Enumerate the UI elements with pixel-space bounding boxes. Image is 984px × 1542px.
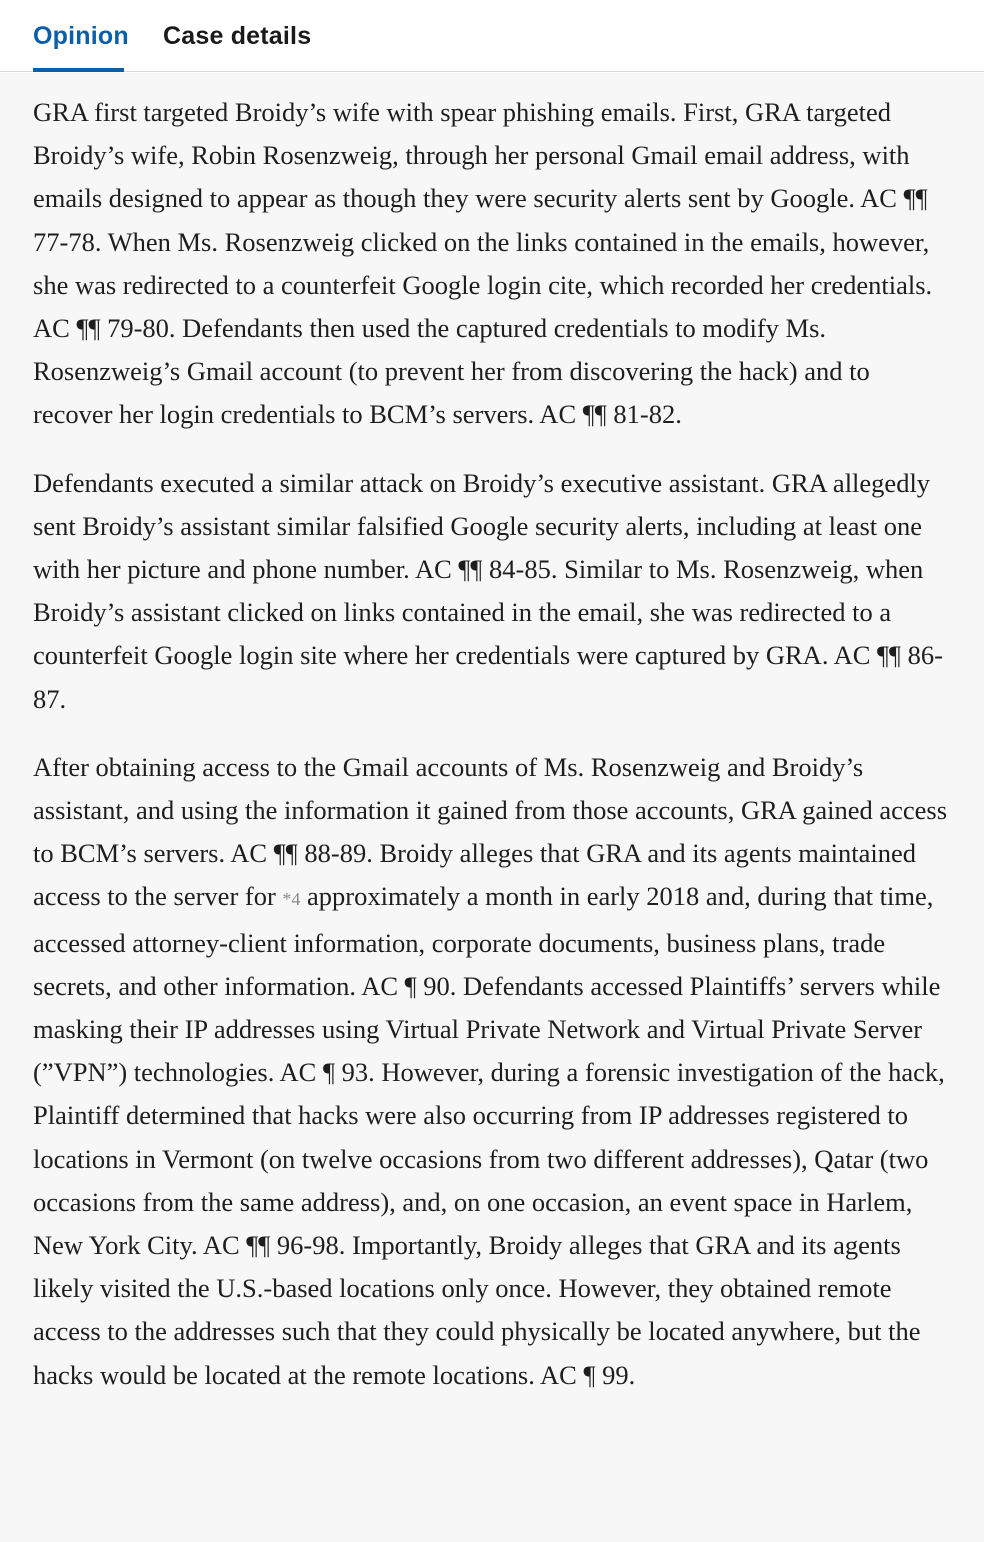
tab-case-details[interactable]: Case details [163, 22, 312, 50]
paragraph-3-text-start: After obtaining access to the Gmail accounts of Ms. Rosenzweig and Broidy’s assistant, and using the information it gained from those accounts, GRA gained access to BCM’s servers. AC ¶¶ 88-89. Broidy alleges that GRA and its agents maintained access to the server for [33, 751, 948, 912]
tab-bar [0, 0, 984, 72]
tab-opinion[interactable]: Opinion [33, 22, 124, 72]
paragraph-2: Defendants executed a similar attack on Broidy’s executive assistant. GRA allegedly sent Broidy’s assistant similar falsified Google security alerts, including at least one with her picture and phone number. AC ¶¶ 84-85. Similar to Ms. Rosenzweig, when Broidy’s assistant clicked on links contained in the email, she was redirected to a counterfeit Google login site where her credentials were captured by GRA. AC ¶¶ 86-87. [33, 467, 944, 714]
paragraph-3 [33, 746, 951, 1397]
opinion-content [0, 73, 984, 1542]
star-page-marker[interactable]: *4 [282, 889, 301, 910]
opinion-text [33, 91, 951, 1422]
paragraph-1: GRA first targeted Broidy’s wife with spear phishing emails. First, GRA targeted Broidy’s wife, Robin Rosenzweig, through her personal Gmail email address, with emails designed to appear as though they were security alerts sent by Google. AC ¶¶ 77-78. When Ms. Rosenzweig clicked on the links contained in the emails, however, she was redirected to a counterfeit Google login cite, which recorded her credentials. AC ¶¶ 79-80. Defendants then used the captured credentials to modify Ms. Rosenzweig’s Gmail account (to prevent her from discovering the hack) and to recover her login credentials to BCM’s servers. AC ¶¶ 81-82. [33, 97, 933, 430]
paragraph-3-text-end: approximately a month in early 2018 and, during that time, accessed attorney-client information, corporate documents, business plans, trade secrets, and other information. AC ¶ 90. Defendants accessed Plaintiffs’ servers while masking their IP addresses using Virtual Private Network and Virtual Private Server (”VPN”) technologies. AC ¶ 93. However, during a forensic investigation of the hack, Plaintiff determined that hacks were also occurring from IP addresses registered to locations in Vermont (on twelve occasions from two different addresses), Qatar (two occasions from the same address), and, on one occasion, an event space in Harlem, New York City. AC ¶¶ 96-98. Importantly, Broidy alleges that GRA and its agents likely visited the U.S.-based locations only once. However, they obtained remote access to the addresses such that they could physically be located anywhere, but the hacks would be located at the remote locations. AC ¶ 99. [33, 881, 945, 1390]
